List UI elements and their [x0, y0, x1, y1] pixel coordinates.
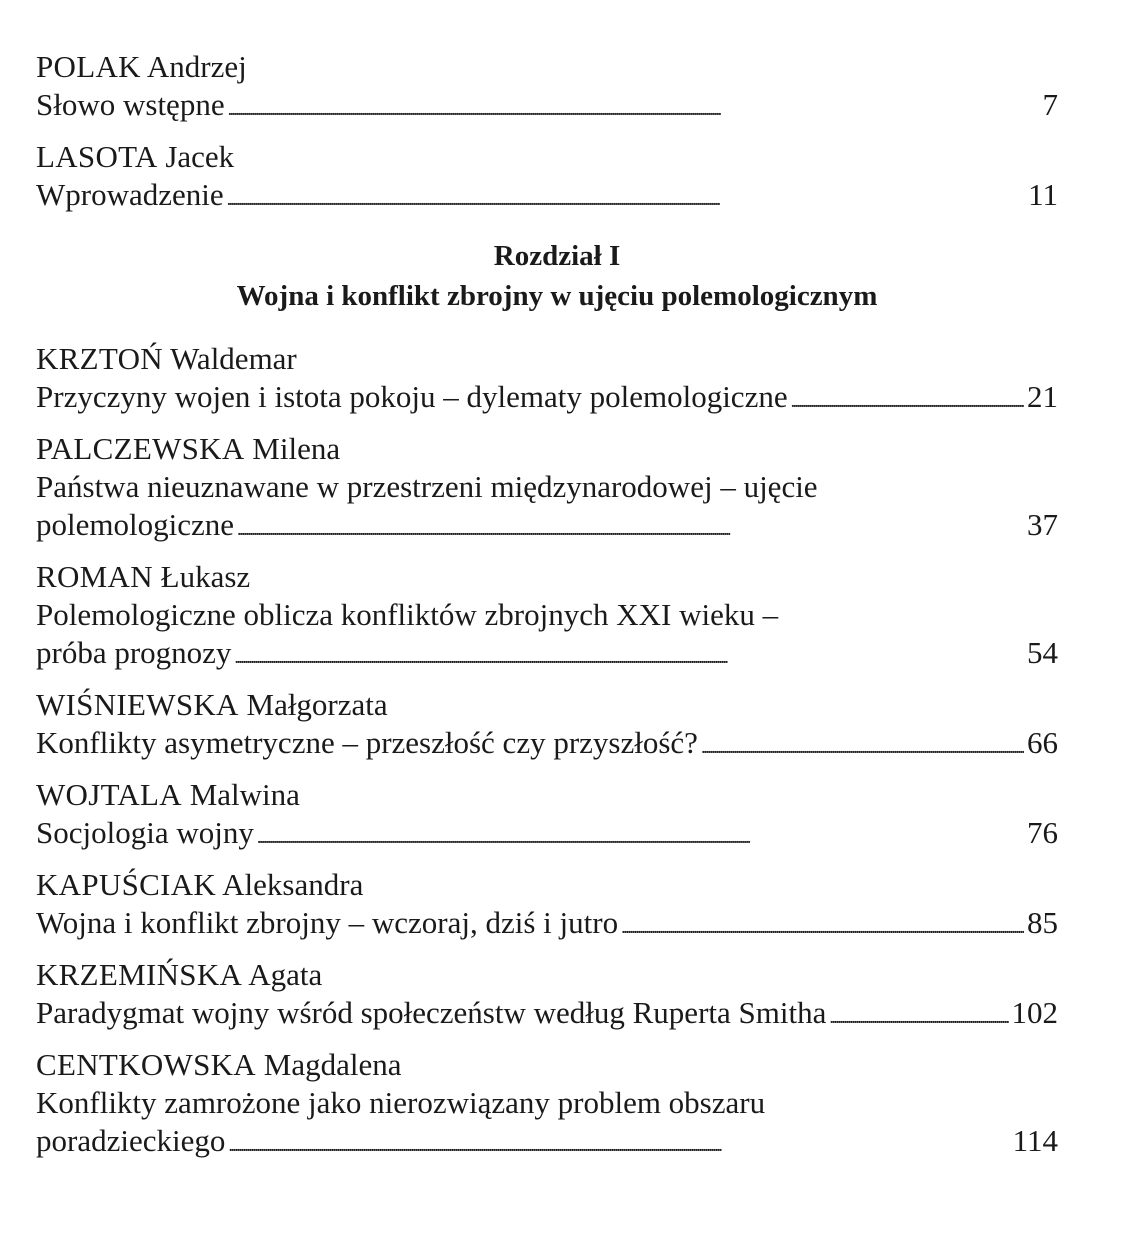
entry-title-last-line — [36, 724, 1058, 766]
entry-title-line: Konflikty zamrożone jako nierozwiązany problem obszaru — [36, 1085, 766, 1120]
entry-title-text: Socjologia wojny — [36, 815, 254, 850]
entry-title — [36, 1084, 1058, 1164]
intro-entries — [36, 48, 1058, 218]
entry-author — [36, 956, 1058, 994]
entry-author — [36, 1046, 1058, 1084]
entry-title-last-line — [36, 1122, 1058, 1164]
entry-title-text: Słowo wstępne — [36, 87, 225, 122]
author-given-name: Milena — [252, 431, 341, 466]
entry-author — [36, 48, 1058, 86]
dot-leader — [829, 998, 1008, 1036]
entry-title-text: Paradygmat wojny wśród społeczeństw według Ruperta Smitha — [36, 995, 827, 1030]
dot-leader — [228, 90, 1040, 128]
page-number: 7 — [1042, 87, 1058, 122]
entry-author — [36, 558, 1058, 596]
page-number: 114 — [1012, 1123, 1058, 1158]
toc-entry — [36, 558, 1058, 676]
dot-leader — [234, 638, 1024, 676]
entry-author — [36, 430, 1058, 468]
author-given-name: Małgorzata — [246, 687, 388, 722]
page-number: 37 — [1027, 507, 1058, 542]
author-given-name: Łukasz — [160, 559, 251, 594]
author-surname: PALCZEWSKA — [36, 431, 245, 466]
entry-title-last-line — [36, 506, 1058, 548]
page-number: 85 — [1027, 905, 1058, 940]
entry-title-last-line — [36, 994, 1058, 1036]
entry-title — [36, 596, 1058, 676]
entry-title-text: polemologiczne — [36, 507, 234, 542]
entry-title — [36, 378, 1058, 420]
author-surname: WOJTALA — [36, 777, 182, 812]
chapter-entries — [36, 340, 1058, 1164]
table-of-contents — [36, 48, 1058, 1174]
author-given-name: Andrzej — [146, 49, 247, 84]
entry-title — [36, 176, 1058, 218]
toc-entry — [36, 866, 1058, 946]
page-number: 11 — [1028, 177, 1058, 212]
entry-title-text: Wojna i konflikt zbrojny – wczoraj, dziś i jutro — [36, 905, 619, 940]
entry-author — [36, 776, 1058, 814]
dot-leader — [791, 382, 1024, 420]
author-given-name: Malwina — [189, 777, 300, 812]
entry-title — [36, 724, 1058, 766]
entry-title-last-line — [36, 86, 1058, 128]
author-surname: KRZEMIŃSKA — [36, 957, 243, 992]
author-given-name: Agata — [248, 957, 323, 992]
entry-title-last-line — [36, 904, 1058, 946]
page-number: 54 — [1027, 635, 1058, 670]
entry-title-text: poradzieckiego — [36, 1123, 226, 1158]
chapter-title: Wojna i konflikt zbrojny w ujęciu polemologicznym — [236, 280, 878, 312]
toc-entry — [36, 48, 1058, 128]
chapter-label: Rozdział I — [493, 240, 621, 272]
author-surname: KAPUŚCIAK — [36, 867, 217, 902]
entry-title-text: Przyczyny wojen i istota pokoju – dylematy polemologiczne — [36, 379, 788, 414]
entry-author — [36, 686, 1058, 724]
dot-leader — [701, 728, 1024, 766]
toc-entry — [36, 340, 1058, 420]
author-surname: ROMAN — [36, 559, 153, 594]
toc-entry — [36, 956, 1058, 1036]
author-surname: CENTKOWSKA — [36, 1047, 256, 1082]
page-number: 66 — [1027, 725, 1058, 760]
chapter-heading — [36, 236, 1058, 316]
toc-entry — [36, 430, 1058, 548]
author-given-name: Aleksandra — [222, 867, 364, 902]
entry-title-text: Wprowadzenie — [36, 177, 224, 212]
entry-title-last-line — [36, 634, 1058, 676]
dot-leader — [257, 818, 1024, 856]
entry-author — [36, 866, 1058, 904]
author-surname: LASOTA — [36, 139, 158, 174]
author-surname: POLAK — [36, 49, 141, 84]
page-number: 102 — [1011, 995, 1058, 1030]
author-surname: WIŚNIEWSKA — [36, 687, 239, 722]
entry-title — [36, 468, 1058, 548]
dot-leader — [237, 510, 1024, 548]
entry-title-text: Konflikty asymetryczne – przeszłość czy przyszłość? — [36, 725, 698, 760]
toc-entry — [36, 1046, 1058, 1164]
toc-entry — [36, 138, 1058, 218]
author-given-name: Jacek — [165, 139, 235, 174]
author-given-name: Magdalena — [263, 1047, 402, 1082]
toc-entry — [36, 776, 1058, 856]
entry-title-line: Państwa nieuznawane w przestrzeni międzynarodowej – ujęcie — [36, 469, 818, 504]
entry-title-text: próba prognozy — [36, 635, 232, 670]
author-surname: KRZTOŃ — [36, 341, 163, 376]
entry-title-line: Polemologiczne oblicza konfliktów zbrojnych XXI wieku – — [36, 597, 779, 632]
entry-author — [36, 138, 1058, 176]
entry-author — [36, 340, 1058, 378]
page-number: 21 — [1027, 379, 1058, 414]
entry-title — [36, 994, 1058, 1036]
page-number: 76 — [1027, 815, 1058, 850]
entry-title-last-line — [36, 176, 1058, 218]
author-given-name: Waldemar — [170, 341, 297, 376]
entry-title — [36, 904, 1058, 946]
entry-title-last-line — [36, 378, 1058, 420]
entry-title-last-line — [36, 814, 1058, 856]
dot-leader — [621, 908, 1024, 946]
dot-leader — [227, 180, 1026, 218]
entry-title — [36, 814, 1058, 856]
toc-entry — [36, 686, 1058, 766]
dot-leader — [228, 1126, 1009, 1164]
entry-title — [36, 86, 1058, 128]
